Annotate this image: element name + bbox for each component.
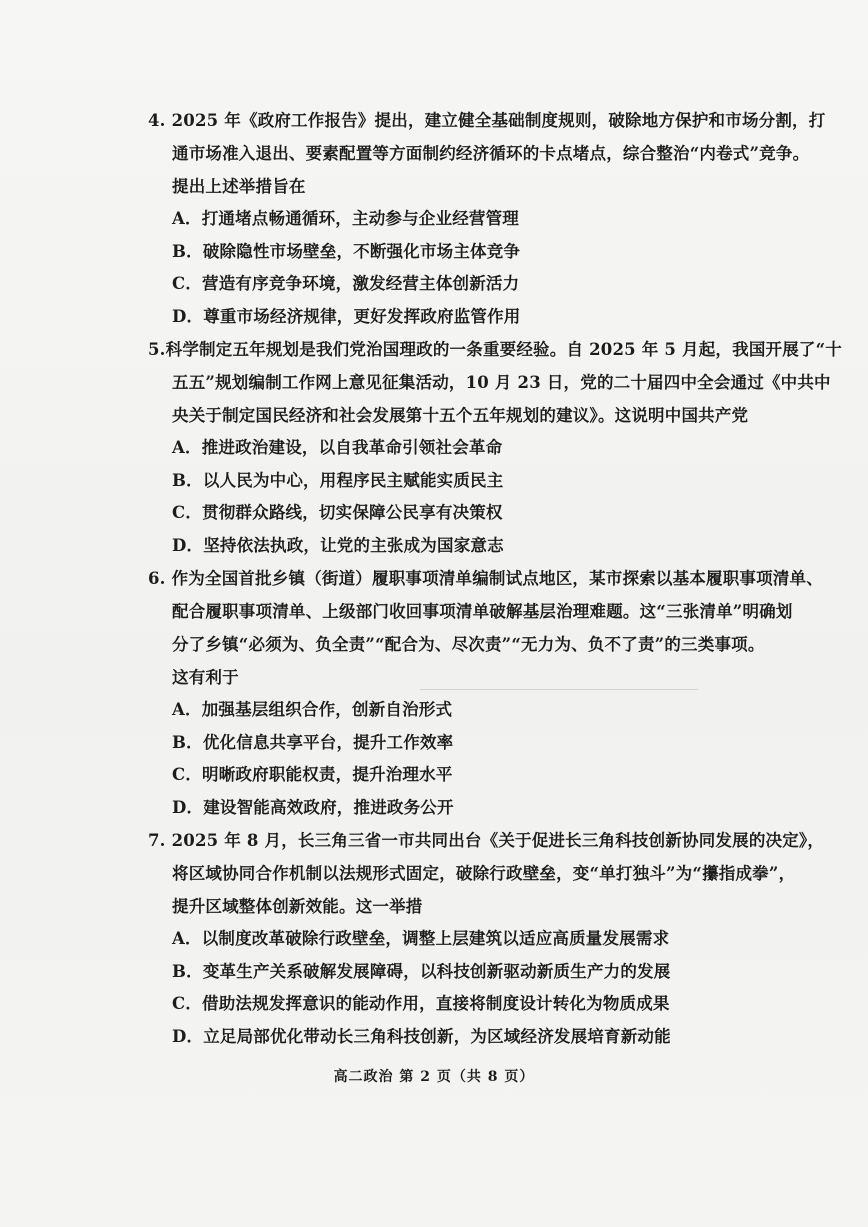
option-d: D．建设智能高效政府，推进政务公开 [172, 797, 454, 817]
question-number: 6. [148, 569, 166, 588]
option-d: D．尊重市场经济规律，更好发挥政府监管作用 [172, 306, 521, 326]
option-c: C．明晰政府职能权责，提升治理水平 [172, 765, 453, 784]
question-list [148, 104, 843, 1053]
question-stem-line: 配合履职事项清单、上级部门收回事项清单破解基层治理难题。这“三张清单”明确划 [172, 602, 793, 621]
option-b: B．破除隐性市场壁垒，不断强化市场主体竞争 [172, 241, 521, 261]
question-stem-text: 作为全国首批乡镇（街道）履职事项清单编制试点地区，某市探索以基本履职事项清单、 [171, 569, 823, 588]
option-a: A．打通堵点畅通循环，主动参与企业经营管理 [172, 209, 520, 228]
question-stem-line: 将区域协同合作机制以法规形式固定，破除行政壁垒，变“单打独斗”为“攥指成拳”， [172, 864, 796, 883]
page-footer: 高二政治 第 2 页（共 8 页） [333, 1069, 535, 1085]
scan-line-artifact [420, 689, 698, 690]
option-c: C．借助法规发挥意识的能动作用，直接将制度设计转化为物质成果 [172, 994, 670, 1013]
option-b: B．变革生产关系破解发展障碍，以科技创新驱动新质生产力的发展 [172, 961, 671, 981]
question-7 [148, 824, 825, 1053]
question-stem-line: 这有利于 [172, 668, 239, 687]
option-b: B．优化信息共享平台，提升工作效率 [172, 732, 454, 752]
question-number: 5. [148, 340, 166, 359]
question-stem-line: 提升区域整体创新效能。这一举措 [172, 897, 423, 916]
question-stem-line [148, 104, 826, 137]
question-stem-line: 通市场准入退出、要素配置等方面制约经济循环的卡点堵点，综合整治“内卷式”竞争。 [172, 144, 810, 163]
question-stem-line [148, 824, 825, 857]
question-stem-line: 分了乡镇“必须为、负全责”“配合为、尽次责”“无力为、负不了责”的三类事项。 [172, 635, 765, 654]
question-stem-text: 2025 年 8 月，长三角三省一市共同出台《关于促进长三角科技创新协同发展的决定》， [171, 831, 825, 850]
question-stem-text: 2025 年《政府工作报告》提出，建立健全基础制度规则，破除地方保护和市场分割，打 [171, 111, 826, 130]
question-stem-line [148, 333, 843, 366]
question-number: 7. [148, 831, 166, 850]
option-b: B．以人民为中心，用程序民主赋能实质民主 [172, 470, 504, 490]
question-stem-line [148, 562, 823, 595]
option-a: A．以制度改革破除行政壁垒，调整上层建筑以适应高质量发展需求 [172, 929, 670, 948]
question-4 [148, 104, 826, 333]
question-6 [148, 562, 823, 824]
option-d: D．立足局部优化带动长三角科技创新，为区域经济发展培育新动能 [172, 1026, 671, 1046]
question-stem-text: 科学制定五年规划是我们党治国理政的一条重要经验。自 2025 年 5 月起，我国开展了“十 [165, 340, 843, 359]
question-number: 4. [148, 111, 166, 130]
option-d: D．坚持依法执政，让党的主张成为国家意志 [172, 535, 504, 555]
question-5 [148, 333, 843, 562]
option-a: A．加强基层组织合作，创新自治形式 [172, 700, 453, 719]
option-c: C．营造有序竞争环境，激发经营主体创新活力 [172, 274, 520, 293]
question-stem-line: 提出上述举措旨在 [172, 177, 306, 196]
question-stem-line: 央关于制定国民经济和社会发展第十五个五年规划的建议》。这说明中国共产党 [172, 406, 749, 425]
question-stem-line: 五五”规划编制工作网上意见征集活动，10 月 23 日，党的二十届四中全会通过《中共中 [172, 373, 831, 392]
option-c: C．贯彻群众路线，切实保障公民享有决策权 [172, 503, 503, 522]
option-a: A．推进政治建设，以自我革命引领社会革命 [172, 438, 503, 457]
